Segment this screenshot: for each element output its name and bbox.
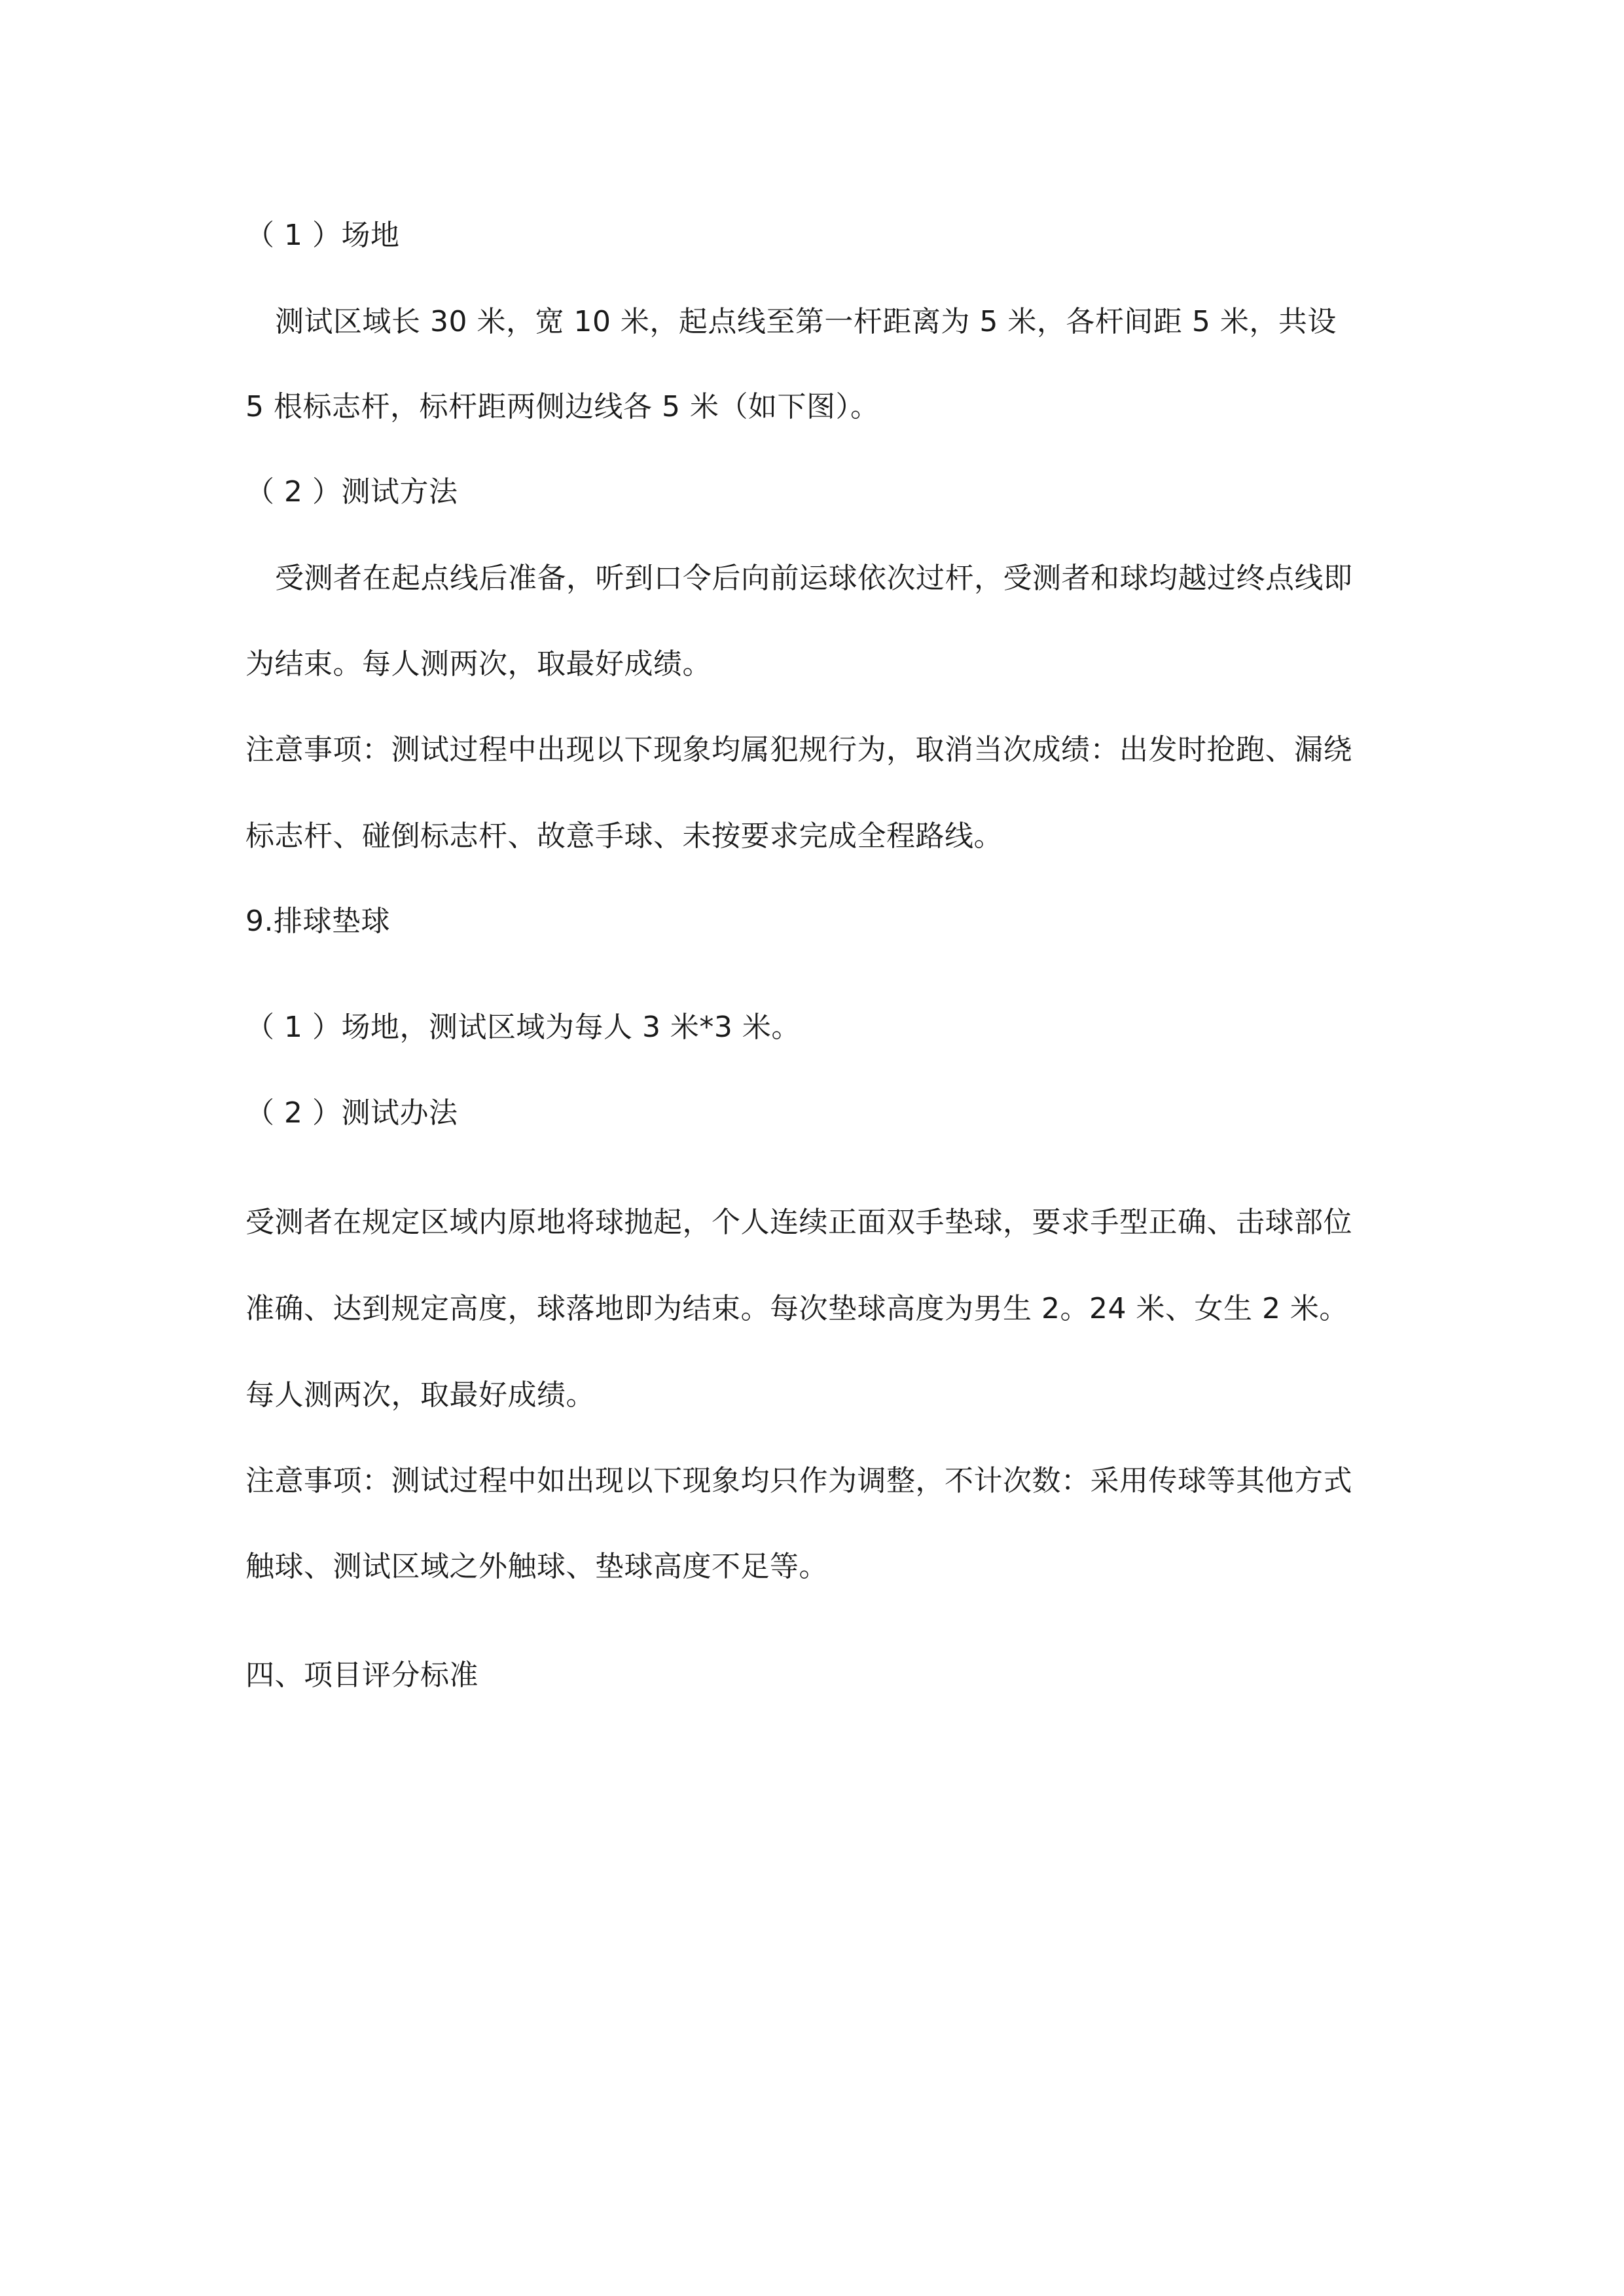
section-heading-scoring: 四、项目评分标准 <box>245 1659 478 1692</box>
paragraph-line: 测试区域长 30 米，宽 10 米，起点线至第一杆距离为 5 米，各杆间距 5 米，共设 <box>275 305 1337 338</box>
paragraph-line: 每人测两次，取最好成绩。 <box>245 1378 595 1412</box>
paragraph-line: 准确、达到规定高度，球落地即为结束。每次垫球高度为男生 2。24 米、女生 2 米。 <box>245 1292 1348 1325</box>
heading-test-method: （ 2 ）测试方法 <box>245 475 458 509</box>
paragraph-line: 为结束。每人测两次，取最好成绩。 <box>245 647 712 681</box>
heading-test-procedure: （ 2 ）测试办法 <box>245 1096 458 1130</box>
notes-line: 注意事项：测试过程中如出现以下现象均只作为调整，不计次数：采用传球等其他方式 <box>245 1464 1352 1498</box>
section-heading-volleyball: 9.排球垫球 <box>245 905 390 938</box>
notes-line: 标志杆、碰倒标志杆、故意手球、未按要求完成全程路线。 <box>245 819 1003 853</box>
notes-line: 触球、测试区域之外触球、垫球高度不足等。 <box>245 1550 828 1583</box>
paragraph-line: 受测者在起点线后准备，听到口令后向前运球依次过杆，受测者和球均越过终点线即 <box>275 562 1353 595</box>
paragraph-line: 受测者在规定区域内原地将球抛起，个人连续正面双手垫球，要求手型正确、击球部位 <box>245 1206 1352 1239</box>
notes-line: 注意事项：测试过程中出现以下现象均属犯规行为，取消当次成绩：出发时抢跑、漏绕 <box>245 733 1352 766</box>
heading-venue: （ 1 ）场地，测试区域为每人 3 米*3 米。 <box>245 1011 801 1044</box>
paragraph-line: 5 根标志杆，标杆距两侧边线各 5 米（如下图）。 <box>245 390 880 423</box>
heading-venue: （ 1 ）场地 <box>245 219 400 252</box>
